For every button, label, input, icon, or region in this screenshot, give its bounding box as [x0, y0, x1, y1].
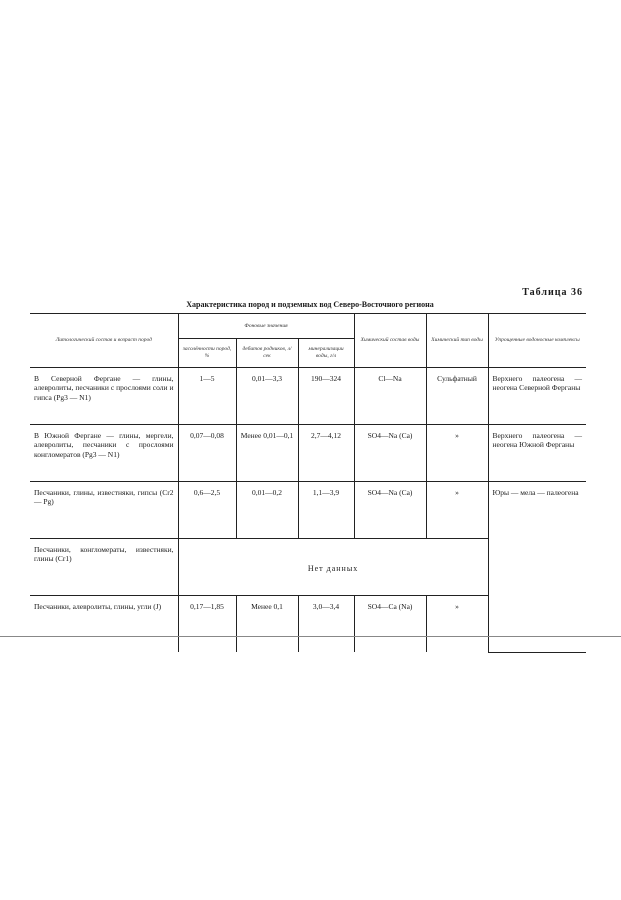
- cell-solubility: 1—5: [178, 368, 236, 425]
- cell-complex: Верхнего палеогена — неогена Северной Ферганы: [488, 368, 586, 425]
- header-debit: дебитов родников, л/сек: [236, 339, 298, 368]
- cell-solubility: 0,07—0,08: [178, 425, 236, 482]
- cell-chem-water: Cl—Na: [354, 368, 426, 425]
- header-lithology: Литологический состав и возраст пород: [30, 314, 178, 368]
- header-chem-type: Химический тип воды: [426, 314, 488, 368]
- cell-lithology: В Северной Фергане — глины, алевролиты, песчаники с прослоями соли и гипса (Pg3 — N1): [30, 368, 178, 425]
- header-mineralization: минерализации воды, г/л: [298, 339, 354, 368]
- cell-debit: 0,01—0,2: [236, 482, 298, 539]
- cell-debit: Менее 0,01—0,1: [236, 425, 298, 482]
- page-divider: [0, 636, 621, 637]
- cell-mineralization: 3,0—3,4: [298, 596, 354, 653]
- table-row: [30, 425, 586, 482]
- header-solubility: засолённости пород, %: [178, 339, 236, 368]
- cell-chem-water: SO4—Na (Ca): [354, 482, 426, 539]
- cell-chem-type: »: [426, 596, 488, 653]
- cell-debit: 0,01—3,3: [236, 368, 298, 425]
- cell-lithology: Песчаники, конгломераты, известняки, глины (Cr1): [30, 539, 178, 596]
- cell-complex: Верхнего палеогена — неогена Южной Ферганы: [488, 425, 586, 482]
- cell-lithology: Песчаники, глины, известняки, гипсы (Cr2 — Pg): [30, 482, 178, 539]
- table-caption: Характеристика пород и подземных вод Северо-Восточного региона: [186, 300, 434, 309]
- cell-debit: Менее 0,1: [236, 596, 298, 653]
- cell-no-data: Нет данных: [178, 539, 488, 596]
- header-complexes: Упрощенные водоносные комплексы: [488, 314, 586, 368]
- cell-solubility: 0,6—2,5: [178, 482, 236, 539]
- cell-complex: Юры — мела — палеогена: [488, 482, 586, 653]
- rock-water-table: [30, 313, 586, 653]
- cell-chem-type: »: [426, 482, 488, 539]
- table-row: [30, 482, 586, 539]
- cell-solubility: 0,17—1,85: [178, 596, 236, 653]
- cell-chem-type: »: [426, 425, 488, 482]
- cell-lithology: Песчаники, алевролиты, глины, угли (J): [30, 596, 178, 653]
- header-chem-water: Химический состав воды: [354, 314, 426, 368]
- cell-chem-water: SO4—Ca (Na): [354, 596, 426, 653]
- cell-mineralization: 190—324: [298, 368, 354, 425]
- cell-chem-water: SO4—Na (Ca): [354, 425, 426, 482]
- table-row: [30, 368, 586, 425]
- cell-mineralization: 2,7—4,12: [298, 425, 354, 482]
- cell-mineralization: 1,1—3,9: [298, 482, 354, 539]
- cell-chem-type: Сульфатный: [426, 368, 488, 425]
- cell-lithology: В Южной Фергане — глины, мергели, алевролиты, песчаники с прослоями конгломератов (Pg3 — N1): [30, 425, 178, 482]
- header-background: Фоновые значения: [178, 314, 354, 339]
- table-number: Таблица 36: [522, 287, 583, 298]
